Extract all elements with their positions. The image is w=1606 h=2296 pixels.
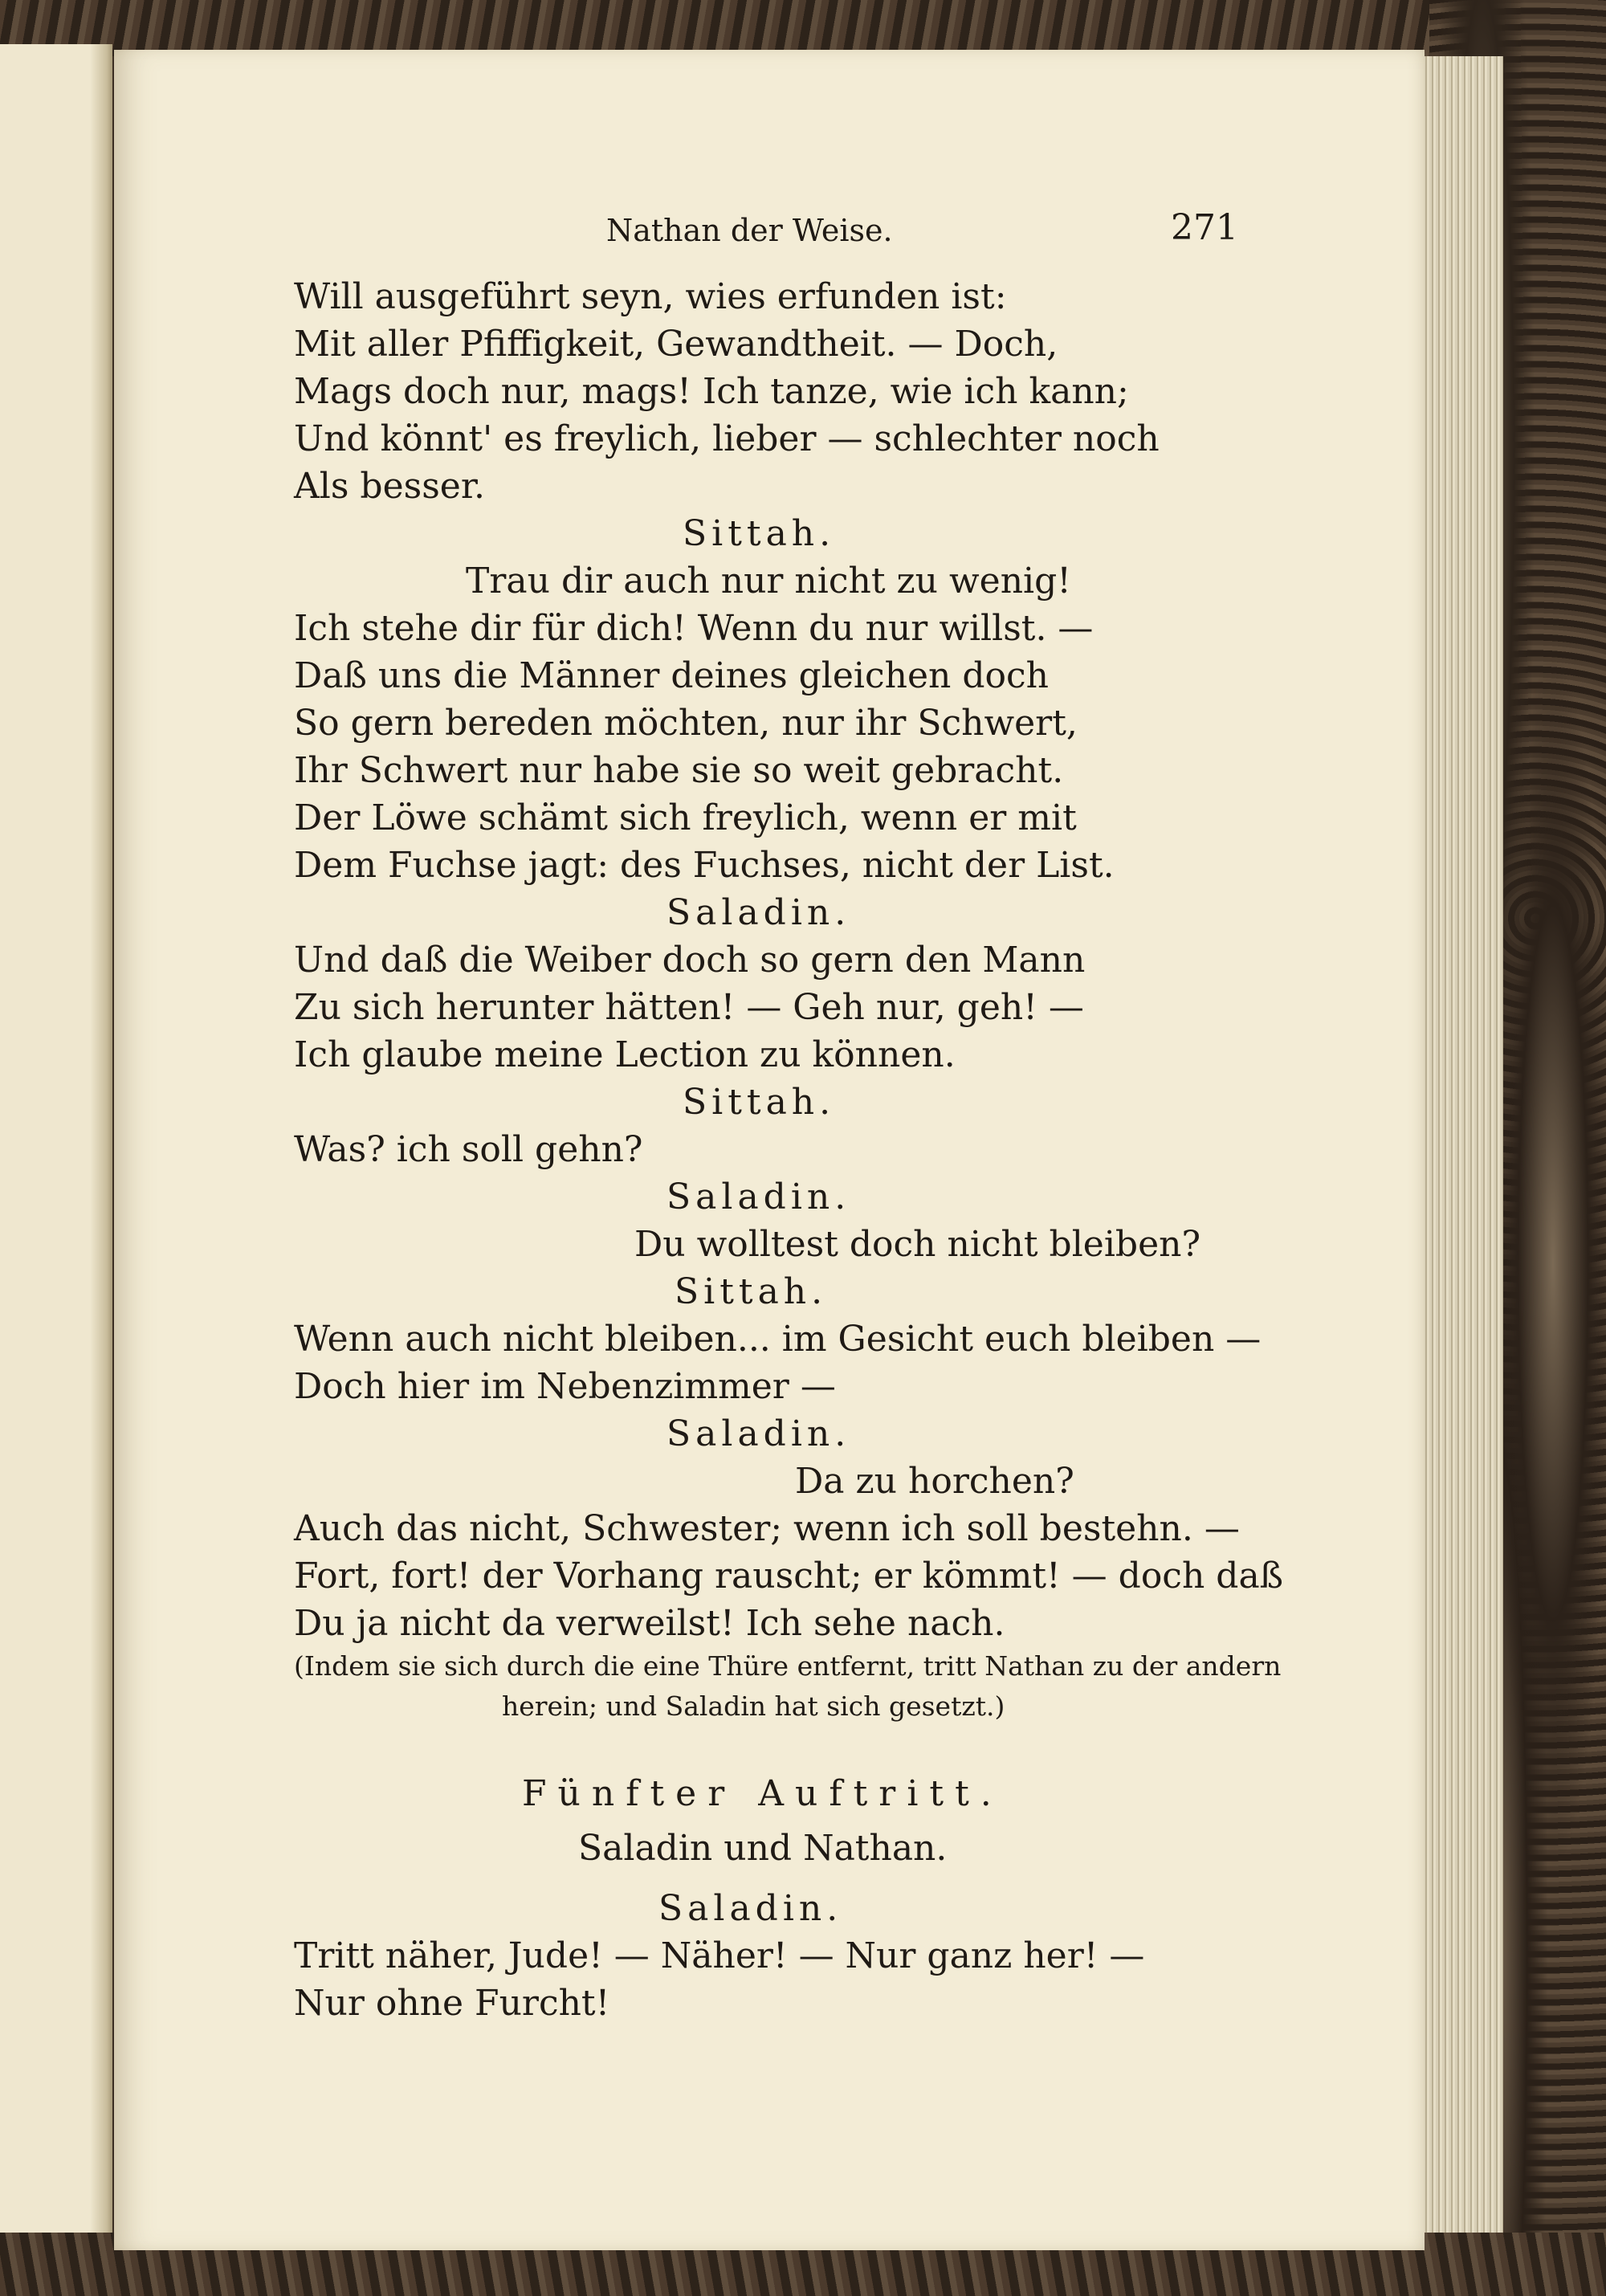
text-line: Trau dir auch nur nicht zu wenig!	[466, 561, 1071, 602]
text-line: Der Löwe schämt sich freylich, wenn er mit	[294, 797, 1077, 838]
text-line: Dem Fuchse jagt: des Fuchses, nicht der List.	[294, 845, 1115, 886]
page-edges	[1421, 56, 1503, 2249]
speaker-name: Saladin.	[666, 1413, 851, 1454]
stage-direction: (Indem sie sich durch die eine Thüre entfernt, tritt Nathan zu der andern	[294, 1650, 1282, 1682]
text-line: Fort, fort! der Vorhang rauscht; er kömmt! — doch daß	[294, 1556, 1284, 1597]
text-line: Daß uns die Männer deines gleichen doch	[294, 655, 1049, 696]
book-top-edge	[0, 0, 1606, 56]
text-line: Ihr Schwert nur habe sie so weit gebracht.	[294, 750, 1064, 791]
running-title: Nathan der Weise.	[606, 213, 893, 248]
text-line: Und daß die Weiber doch so gern den Mann	[294, 940, 1086, 981]
speaker-name: Sittah.	[675, 1271, 828, 1312]
scene-persons: Saladin und Nathan.	[578, 1828, 948, 1869]
text-line: Du ja nicht da verweilst! Ich sehe nach.	[294, 1603, 1005, 1644]
text-line: Und könnt' es freylich, lieber — schlechter noch	[294, 418, 1160, 459]
text-line: Ich stehe dir für dich! Wenn du nur willst. —	[294, 608, 1094, 649]
text-line: Nur ohne Furcht!	[294, 1983, 610, 2024]
text-line: Auch das nicht, Schwester; wenn ich soll bestehn. —	[294, 1508, 1240, 1549]
text-line: Doch hier im Nebenzimmer —	[294, 1366, 836, 1407]
speaker-name: Saladin.	[666, 892, 851, 933]
stage-direction: herein; und Saladin hat sich gesetzt.)	[502, 1690, 1005, 1722]
text-line: Was? ich soll gehn?	[294, 1129, 643, 1170]
text-line: Ich glaube meine Lection zu können.	[294, 1034, 956, 1075]
speaker-name: Sittah.	[683, 1082, 836, 1123]
text-line: Als besser.	[294, 466, 486, 507]
text-line: Du wolltest doch nicht bleiben?	[634, 1224, 1201, 1265]
scene-heading: Fünfter Auftritt.	[522, 1773, 1003, 1814]
speaker-name: Saladin.	[666, 1177, 851, 1217]
text-line: Tritt näher, Jude! — Näher! — Nur ganz her! —	[294, 1935, 1145, 1976]
text-line: Mags doch nur, mags! Ich tanze, wie ich kann;	[294, 371, 1129, 412]
text-line: Da zu horchen?	[795, 1461, 1074, 1502]
left-page-edge	[0, 44, 112, 2245]
speaker-name: Sittah.	[683, 513, 836, 554]
text-line: Mit aller Pfiffigkeit, Gewandtheit. — Doch,	[294, 324, 1058, 365]
text-line: Will ausgeführt seyn, wies erfunden ist:	[294, 276, 1007, 317]
speaker-name: Saladin.	[658, 1888, 843, 1929]
page-number: 271	[1171, 207, 1238, 248]
text-line: So gern bereden möchten, nur ihr Schwert,	[294, 703, 1078, 744]
text-line: Wenn auch nicht bleiben... im Gesicht euch bleiben —	[294, 1319, 1262, 1360]
text-line: Zu sich herunter hätten! — Geh nur, geh! —	[294, 987, 1084, 1028]
